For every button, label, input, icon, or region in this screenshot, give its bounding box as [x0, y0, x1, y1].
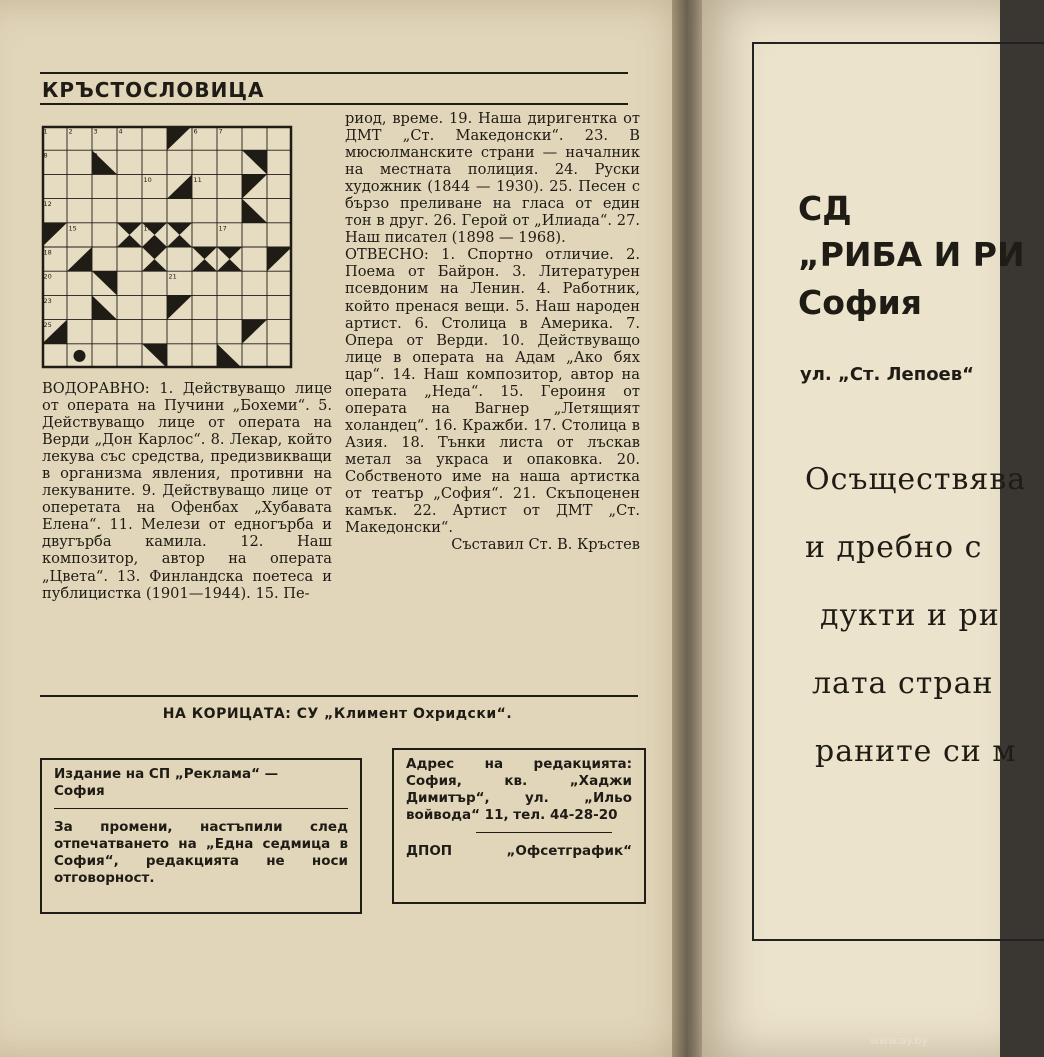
cell-number: 8: [43, 151, 48, 160]
advert-body-line: и дребно с: [805, 530, 983, 565]
clues-column-left: [42, 380, 332, 695]
clues-column-right: [345, 110, 640, 685]
cell-number: 23: [43, 296, 52, 305]
cell-number: 16: [143, 224, 152, 233]
author-credit: Съставил Ст. В. Кръстев: [451, 536, 640, 554]
black-dot: [74, 350, 86, 362]
cell-number: 17: [218, 224, 227, 233]
cell-number: 2: [68, 127, 73, 136]
cell-number: 20: [43, 272, 52, 281]
publisher-box: [40, 758, 362, 914]
cell-number: 11: [193, 175, 202, 184]
printer-row: [406, 843, 632, 860]
cell-number: 25: [43, 321, 52, 330]
advert-body-line: Осъществява: [805, 462, 1027, 497]
advert-heading-3: София: [798, 283, 922, 322]
cell-number: 4: [118, 127, 123, 136]
footer-rule: [40, 695, 638, 697]
horizontal-clues-continued: риод, време. 19. Наша диригентка от ДМТ „Ст. Македонски“. 23. В мюсюлманските страни — началник на местната полиция. 24. Руски художник (1844 — 1930). 25. Песен с бързо преливане на гласа от един тон в друг. 26. Герой от „Илиада“. 27. Наш писател (1898 — 1968).: [345, 110, 640, 247]
cell-number: 15: [68, 224, 77, 233]
vertical-label: ОТВЕСНО:: [345, 246, 429, 264]
book-gutter: [672, 0, 702, 1057]
crossword-grid: [42, 126, 292, 368]
advert-body-line: дукти и ри: [820, 598, 1000, 633]
cell-number: 14: [43, 224, 52, 233]
cell-number: 18: [43, 248, 52, 257]
advert-address: ул. „Ст. Лепоев“: [800, 364, 974, 385]
advert-heading-2: „РИБА И РИ: [798, 235, 1025, 274]
publisher-line-2: София: [54, 783, 105, 799]
cell-number: 9: [93, 151, 98, 160]
advert-heading-1: СД: [798, 189, 852, 228]
cell-number: 12: [43, 200, 52, 209]
vertical-clues: 1. Спортно отличие. 2. Поема от Байрон. 3. Литературен псевдоним на Ленин. 4. Работник, който пренася вещи. 5. Наш народен артист. 6. Столица в Америка. 7. Опера от Верди. 10. Действуващо лице в операта на Адам „Ако бях цар“. 14. Наш композитор, автор на операта „Неда“. 15. Героиня от операта на Вагнер „Летящият холандец“. 16. Кражби. 17. Столица в Азия. 18. Тънки листа от лъскав метал за украса и опаковка. 20. Собственото име на наша артистка от театър „София“. 21. Скъпоценен камък. 22. Артист от ДМТ „Ст. Македонски“.: [345, 246, 640, 537]
horizontal-label: ВОДОРАВНО:: [42, 380, 150, 397]
printer-right: „Офсетграфик“: [506, 843, 632, 859]
advert-body-line: лата стран: [812, 666, 994, 701]
editorial-address: Адрес на редакцията: София, кв. „Хаджи Димитър“, ул. „Ильо войвода“ 11, тел. 44-28-20: [406, 756, 632, 823]
cell-number: 6: [193, 127, 198, 136]
cell-number: 5: [168, 127, 173, 136]
cell-number: 10: [143, 175, 152, 184]
address-separator: [476, 832, 612, 833]
publisher-line-1: Издание на СП „Реклама“ —: [54, 766, 279, 782]
publisher-separator: [54, 808, 348, 809]
horizontal-clues: 1. Действуващо лице от операта на Пучини „Бохеми“. 5. Действуващо лице от операта на Верди „Дон Карлос“. 8. Лекар, който лекува със средства, предизвикващи в организма явления, противни на лекуваните. 9. Действуващо лице от оперетата на Офенбах „Хубавата Елена“. 11. Мелези от едногърба и двугърба камила. 12. Наш композитор, автор на операта „Цвета“. 13. Финландска поетеса и публицистка (1901—1944). 15. Пе-: [42, 380, 332, 602]
advert-body-line: раните си м: [815, 734, 1017, 769]
header-rule-bottom: [40, 103, 628, 105]
publisher-disclaimer: За промени, настъпили след отпечатването на „Една седмица в София“, редакцията не носи отговорност.: [54, 819, 348, 886]
header-rule-top: [40, 72, 628, 74]
watermark: www.ay.by: [870, 1034, 929, 1047]
cover-note: НА КОРИЦАТА: СУ „Климент Охридски“.: [162, 706, 513, 722]
address-box: [392, 748, 646, 904]
printer-left: ДПОП: [406, 843, 453, 859]
cell-number: 3: [93, 127, 98, 136]
crossword-title: КРЪСТОСЛОВИЦА: [42, 78, 265, 102]
cell-number: 1: [43, 127, 48, 136]
cell-number: 7: [218, 127, 223, 136]
cell-number: 21: [168, 272, 177, 281]
